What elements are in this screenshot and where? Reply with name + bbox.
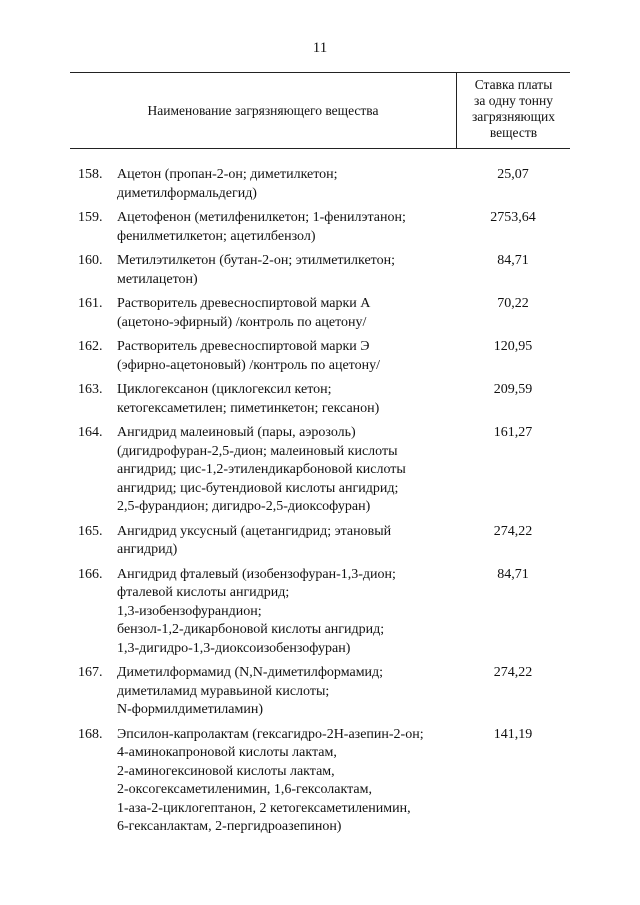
substance-name — [117, 338, 457, 375]
substance-name-line: 1,3-дигидро-1,3-диоксоизобензофуран) — [117, 640, 351, 656]
header-rate-column — [456, 73, 570, 148]
substance-name-line: 2,5-фурандион; дигидро-2,5-диоксофуран) — [117, 499, 371, 514]
substance-name-line: Циклогексанон (циклогексил кетон; — [117, 382, 332, 397]
substance-name — [117, 381, 457, 418]
row-number: 165. — [78, 523, 103, 539]
substance-name-line: Ацетон (пропан-2-он; диметилкетон; — [117, 167, 338, 182]
substance-name-line: Ангидрид уксусный (ацетангидрид; этановый — [117, 523, 392, 539]
rate-value: 84,71 — [497, 253, 529, 268]
rate-value: 274,22 — [493, 523, 533, 539]
header-rate-line: веществ — [489, 125, 538, 140]
row-number: 164. — [78, 425, 103, 440]
table-row — [70, 726, 570, 837]
table-body — [70, 166, 570, 843]
table-row — [70, 566, 570, 659]
rate-value: 25,07 — [497, 167, 529, 182]
substance-name — [117, 295, 457, 332]
substance-name-line: Растворитель древесноспиртовой марки Э — [117, 339, 370, 354]
substance-name-line: ангидрид; цис-бутендиовой кислоты ангидрид; — [117, 480, 399, 496]
substance-name-line: Ацетофенон (метилфенилкетон; 1-фенилэтанон; — [117, 210, 406, 225]
header-rate-line: за одну тонну — [474, 93, 553, 108]
substance-name-line: метилацетон) — [117, 271, 198, 287]
table-row — [70, 338, 570, 375]
table-row — [70, 664, 570, 720]
substance-name-line: Ангидрид фталевый (изобензофуран-1,3-дион; — [117, 566, 396, 582]
substance-name-line: диметиламид муравьиной кислоты; — [117, 683, 330, 699]
substance-name-line: Растворитель древесноспиртовой марки А — [117, 296, 371, 311]
row-number: 158. — [78, 167, 103, 182]
substance-name-line: Диметилформамид (N,N-диметилформамид; — [117, 665, 384, 680]
table-row — [70, 166, 570, 203]
rate-value: 2753,64 — [490, 210, 536, 225]
substance-name-line: 2-оксогексаметиленимин, 1,6-гексолактам, — [117, 782, 372, 797]
substance-name-line: Эпсилон-капролактам (гексагидро-2Н-азепин-2-он; — [117, 726, 424, 742]
table-header — [70, 72, 570, 149]
substance-name-line: бензол-1,2-дикарбоновой кислоты ангидрид; — [117, 622, 385, 637]
table-row — [70, 523, 570, 560]
substance-name — [117, 424, 457, 517]
substance-name-line: 1,3-изобензофурандион; — [117, 603, 262, 619]
substance-name-line: N-формилдиметиламин) — [117, 702, 263, 717]
substance-name-line: (эфирно-ацетоновый) /контроль по ацетону/ — [117, 357, 380, 373]
table-row — [70, 381, 570, 418]
rate-value: 141,19 — [493, 726, 533, 742]
row-number: 161. — [78, 296, 103, 311]
table-row — [70, 295, 570, 332]
substance-name-line: фталевой кислоты ангидрид; — [117, 585, 290, 600]
substance-name-line: 6-гексанлактам, 2-пергидроазепинон) — [117, 819, 342, 834]
substance-name — [117, 252, 457, 289]
substance-name-line: диметилформальдегид) — [117, 185, 257, 201]
substance-name-line: 2-аминогексиновой кислоты лактам, — [117, 763, 335, 779]
row-number: 159. — [78, 210, 103, 225]
substance-name-line: 4-аминокапроновой кислоты лактам, — [117, 745, 337, 760]
substance-name-line: ангидрид; цис-1,2-этилендикарбоновой кислоты — [117, 462, 406, 477]
table-row — [70, 424, 570, 517]
header-rate-line: Ставка платы — [474, 77, 553, 92]
substance-name — [117, 726, 457, 837]
rate-value: 274,22 — [493, 665, 533, 680]
rate-value: 70,22 — [497, 296, 529, 311]
row-number: 166. — [78, 566, 103, 582]
rate-value: 120,95 — [493, 339, 533, 354]
page-number: 11 — [312, 40, 328, 56]
substance-name-line: фенилметилкетон; ацетилбензол) — [117, 228, 316, 244]
substance-name-line: Ангидрид малеиновый (пары, аэрозоль) — [117, 425, 356, 440]
rate-value: 84,71 — [497, 566, 529, 582]
header-rate-line: загрязняющих — [471, 109, 556, 124]
substance-name — [117, 523, 457, 560]
substance-name-line: Метилэтилкетон (бутан-2-он; этилметилкетон; — [117, 253, 395, 268]
substance-name-line: (дигидрофуран-2,5-дион; малеиновый кислоты — [117, 443, 398, 459]
rate-value: 161,27 — [493, 425, 533, 440]
table-row — [70, 209, 570, 246]
substance-name — [117, 664, 457, 720]
row-number: 167. — [78, 665, 103, 680]
row-number: 163. — [78, 382, 103, 397]
row-number: 168. — [78, 726, 103, 742]
row-number: 162. — [78, 339, 103, 354]
row-number: 160. — [78, 253, 103, 268]
substance-name-line: ангидрид) — [117, 542, 178, 557]
substance-name-line: 1-аза-2-циклогептанон, 2 кетогексаметиленимин, — [117, 800, 411, 816]
substance-name-line: кетогексаметилен; пиметинкетон; гексанон) — [117, 400, 380, 416]
substance-name — [117, 166, 457, 203]
header-name-column: Наименование загрязняющего вещества — [147, 102, 379, 118]
substance-name-line: (ацетоно-эфирный) /контроль по ацетону/ — [117, 314, 367, 330]
rate-value: 209,59 — [493, 382, 533, 397]
table-row — [70, 252, 570, 289]
substance-name — [117, 209, 457, 246]
substance-name — [117, 566, 457, 659]
